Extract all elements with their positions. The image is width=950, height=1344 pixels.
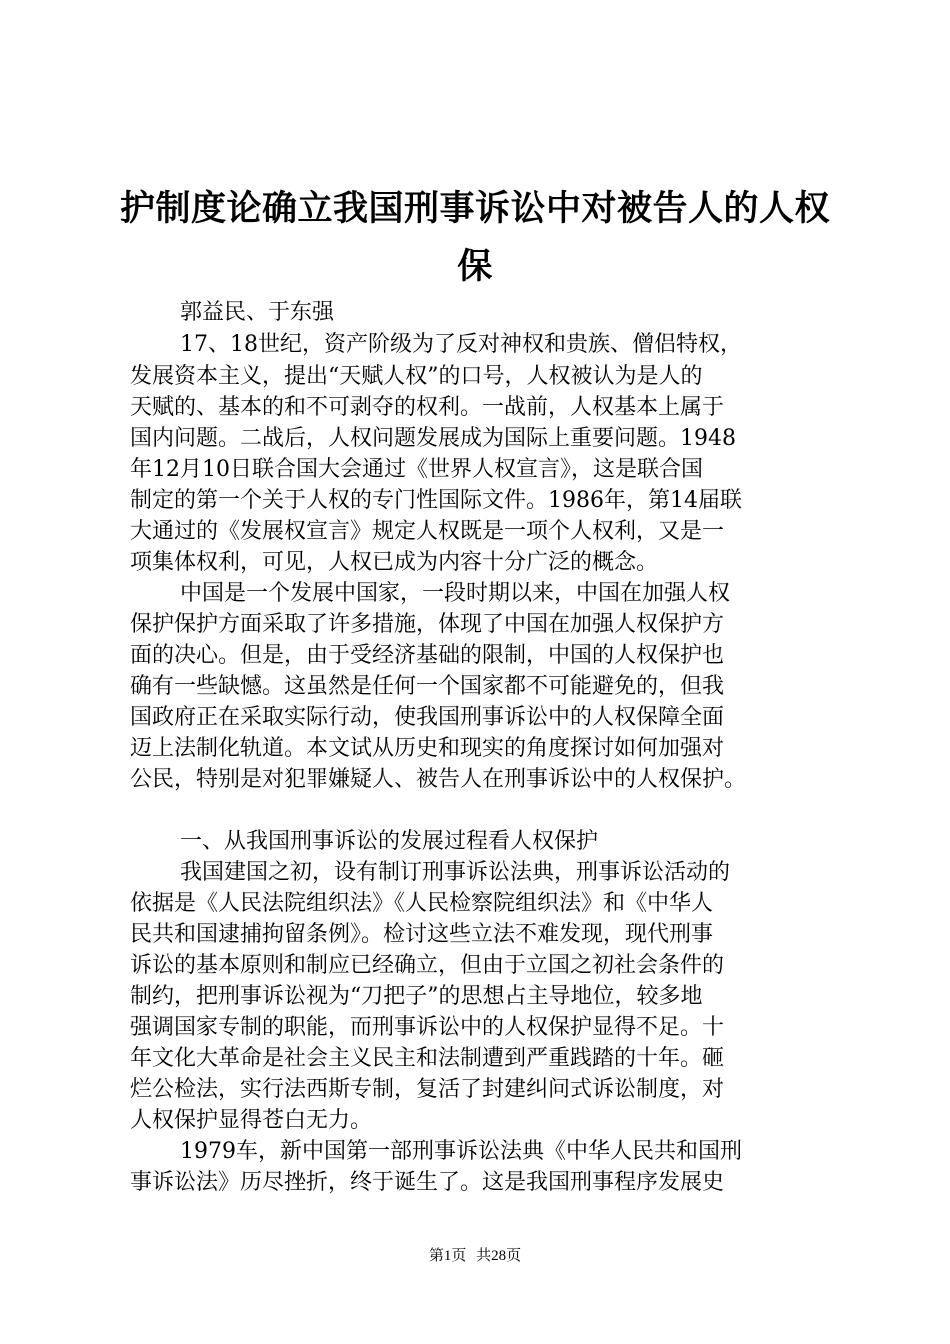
paragraph-line: 面的决心。但是，由于受经济基础的限制，中国的人权保护也 [130,643,725,668]
paragraph-line: 烂公检法，实行法西斯专制，复活了封建纠问式诉讼制度，对 [130,1077,725,1102]
paragraph-line: 诉讼的基本原则和制应已经确立，但由于立国之初社会条件的 [130,953,725,978]
paragraph-line: 依据是《人民法院组织法》《人民检察院组织法》和《中华人 [130,891,714,916]
page-total: 共28页 [476,1248,522,1264]
paragraph-line: 大通过的《发展权宣言》规定人权既是一项个人权利，又是一 [130,519,725,544]
document-title-line-2: 保 [457,247,493,287]
page-footer [0,1244,950,1265]
document-title-line-1: 护制度论确立我国刑事诉讼中对被告人的人权 [119,189,830,229]
paragraph-line: 迈上法制化轨道。本文试从历史和现实的角度探讨如何加强对 [130,736,725,761]
paragraph-line: 年文化大革命是社会主义民主和法制遭到严重践踏的十年。砸 [130,1046,725,1071]
paragraph-line: 国内问题。二战后，人权问题发展成为国际上重要问题。1948 [130,426,736,451]
paragraph-line: 发展资本主义，提出“天赋人权”的口号，人权被认为是人的 [130,364,703,389]
paragraph-line: 我国建国之初，设有制订刑事诉讼法典，刑事诉讼活动的 [180,860,731,885]
page-number: 第1页 [428,1248,467,1264]
paragraph-line: 民共和国逮捕拘留条例》。检讨这些立法不难发现，现代刑事 [130,922,714,947]
paragraph-line: 人权保护显得苍白无力。 [130,1108,373,1133]
paragraph-line: 17、18世纪，资产阶级为了反对神权和贵族、僧侣特权， [180,332,742,357]
paragraph-line: 天赋的、基本的和不可剥夺的权利。一战前，人权基本上属于 [130,395,725,420]
paragraph-line: 公民，特别是对犯罪嫌疑人、被告人在刑事诉讼中的人权保护。 [130,767,747,792]
paragraph-line: 中国是一个发展中国家，一段时期以来，中国在加强人权 [180,581,731,606]
author-line: 郭益民、于东强 [180,300,335,325]
section-heading: 一、从我国刑事诉讼的发展过程看人权保护 [180,829,599,854]
paragraph-line: 确有一些缺憾。这虽然是任何一个国家都不可能避免的，但我 [130,674,725,699]
paragraph-line: 强调国家专制的职能，而刑事诉讼中的人权保护显得不足。十 [130,1015,725,1040]
paragraph-line: 保护保护方面采取了许多措施，体现了中国在加强人权保护方 [130,612,725,637]
paragraph-line: 制约，把刑事诉讼视为“刀把子”的思想占主导地位，较多地 [130,984,703,1009]
paragraph-line: 年12月10日联合国大会通过《世界人权宣言》，这是联合国 [130,457,703,482]
paragraph-line: 项集体权利，可见，人权已成为内容十分广泛的概念。 [130,550,659,575]
paragraph-line: 制定的第一个关于人权的专门性国际文件。1986年，第14届联 [130,488,742,513]
paragraph-line: 1979车，新中国第一部刑事诉讼法典《中华人民共和国刑 [180,1139,742,1164]
paragraph-line: 国政府正在采取实际行动，使我国刑事诉讼中的人权保障全面 [130,705,725,730]
paragraph-line: 事诉讼法》历尽挫折，终于诞生了。这是我国刑事程序发展史 [130,1170,725,1195]
